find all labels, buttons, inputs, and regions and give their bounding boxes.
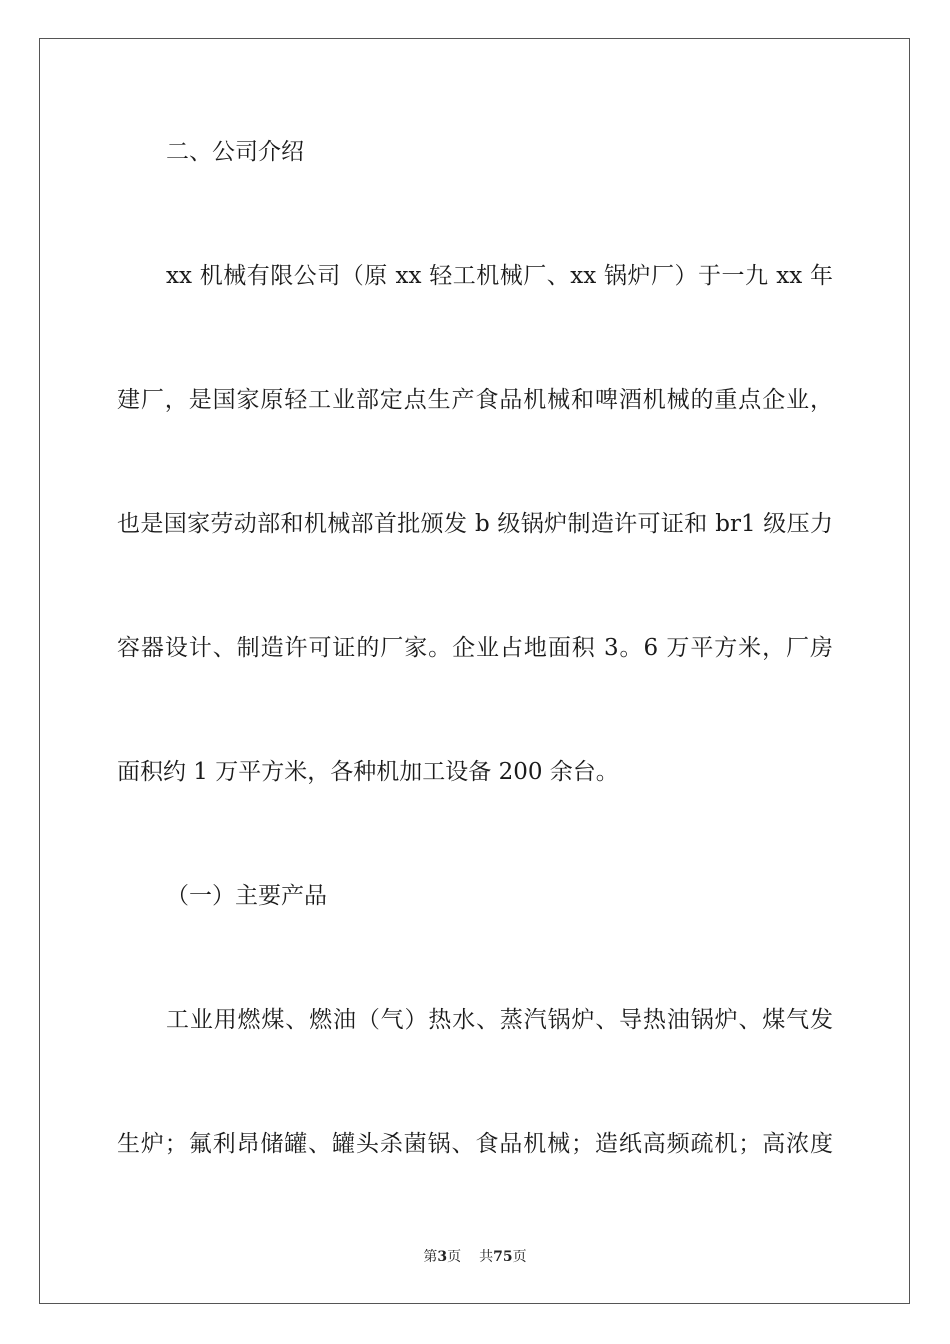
page-footer	[0, 1248, 950, 1266]
paragraph-line: 容器设计、制造许可证的厂家。企业占地面积 3。6 万平方米，厂房	[117, 635, 833, 661]
paragraph-line: 生炉；氟利昂储罐、罐头杀菌锅、食品机械；造纸高频疏机；高浓度	[117, 1131, 833, 1157]
page-frame	[39, 38, 910, 1304]
footer-page-number: 3	[437, 1249, 448, 1265]
section-heading: 二、公司介绍	[166, 139, 304, 165]
footer-total-pages: 75	[493, 1249, 513, 1265]
paragraph-line: 也是国家劳动部和机械部首批颁发 b 级锅炉制造许可证和 br1 级压力	[117, 511, 833, 537]
paragraph-line: 建厂，是国家原轻工业部定点生产食品机械和啤酒机械的重点企业，	[117, 387, 833, 413]
subsection-heading: （一）主要产品	[166, 883, 327, 909]
paragraph-line: 面积约 1 万平方米，各种机加工设备 200 余台。	[117, 759, 619, 785]
paragraph-line: xx 机械有限公司（原 xx 轻工机械厂、xx 锅炉厂）于一九 xx 年	[166, 263, 833, 289]
footer-page-suffix: 页	[447, 1249, 462, 1265]
paragraph-line: 工业用燃煤、燃油（气）热水、蒸汽锅炉、导热油锅炉、煤气发	[166, 1007, 833, 1033]
footer-total-suffix: 页	[512, 1249, 527, 1265]
footer-total-prefix: 共	[479, 1249, 494, 1265]
footer-page-prefix: 第	[423, 1249, 438, 1265]
